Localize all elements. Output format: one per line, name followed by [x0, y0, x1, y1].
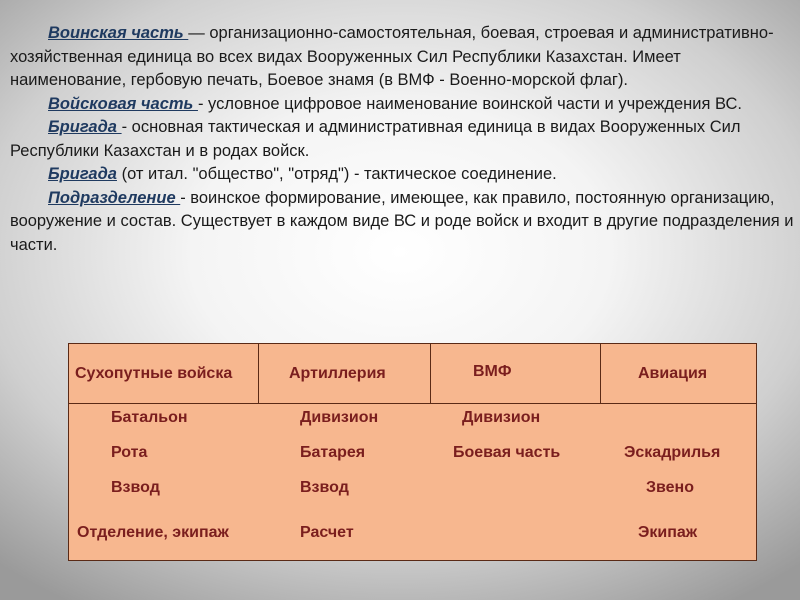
definition-text: основная тактическая и административная единица в видах Вооруженных Сил Республики Казахстан и в родах войск. — [10, 118, 741, 160]
table-cell: Расчет — [300, 524, 354, 541]
definition-text: организационно-самостоятельная, боевая, строевая и административно-хозяйственная единица во всех видах Вооруженных Сил Республики Казахстан. Имеет наименование, гербовую печать, Боевое знамя (в ВМФ - Военно-морской флаг). — [10, 24, 774, 89]
table-cell: Взвод — [300, 479, 349, 496]
table-cell: Дивизион — [300, 409, 379, 426]
definitions-text — [10, 22, 800, 257]
table-cell: Боевая часть — [453, 444, 561, 461]
definition-text: воинское формирование, имеющее, как правило, постоянную организацию, вооружение и состав. Существует в каждом виде ВС и роде войск и входит в другие подразделения и части. — [10, 188, 794, 254]
header-cell: Авиация — [638, 365, 708, 382]
table-cell: Рота — [111, 444, 148, 461]
definition-term: Подразделение — [48, 188, 181, 207]
table-cell: Эскадрилья — [624, 444, 721, 461]
definition-paragraph — [10, 116, 800, 163]
table-cell: Звено — [646, 479, 694, 496]
definition-separator: - — [180, 188, 186, 207]
units-table — [68, 343, 757, 561]
definition-separator: - — [121, 118, 128, 136]
table-cell: Экипаж — [638, 524, 698, 541]
definition-term: Войсковая часть — [48, 94, 198, 113]
table-cell: Дивизион — [462, 409, 541, 426]
table-cell: Взвод — [111, 479, 160, 496]
header-cell: ВМФ — [473, 363, 512, 380]
header-cell: Сухопутные войска — [75, 365, 233, 382]
definition-separator: - — [197, 94, 204, 113]
definition-text: (от итал. "общество", "отряд") - тактическое соединение. — [116, 165, 557, 183]
column-divider — [600, 344, 601, 404]
definition-paragraph — [10, 93, 800, 117]
header-divider — [69, 403, 756, 404]
definition-term: Воинская часть — [48, 24, 189, 42]
definition-paragraph — [10, 187, 800, 258]
definition-term: Бригада — [48, 165, 117, 183]
definition-separator: — — [188, 24, 205, 42]
definition-term: Бригада — [48, 118, 122, 136]
definition-text: условное цифровое наименование воинской части и учреждения ВС. — [203, 94, 742, 113]
definition-paragraph — [10, 163, 800, 187]
table-cell: Отделение, экипаж — [77, 524, 229, 541]
table-cell: Батальон — [111, 409, 188, 426]
header-cell: Артиллерия — [289, 365, 386, 382]
column-divider — [430, 344, 431, 404]
table-cell: Батарея — [300, 444, 366, 461]
column-divider — [258, 344, 259, 404]
definition-paragraph — [10, 22, 800, 93]
